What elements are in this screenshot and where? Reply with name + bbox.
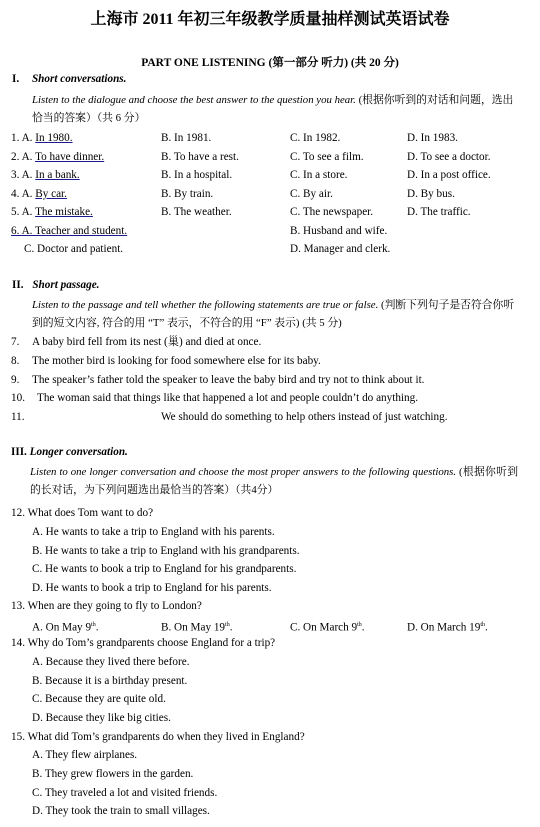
section2-instruction-cn: (判断下列句子是否符合你听到的短文内容, 符合的用 “T” 表示，不符合的用 “F” 表示) (共 5 分) (32, 299, 515, 329)
q14-option-b: B. Because it is a birthday present. (32, 675, 188, 687)
q6-answer-d: D. Manager and clerk. (290, 243, 391, 255)
section3-instruction-en: Listen to one longer conversation and choose the most proper answers to the following questions. (30, 466, 457, 478)
q15-option-b: B. They grew flowers in the garden. (32, 768, 194, 780)
section1-number: I. (12, 73, 20, 85)
statement-7-text: A baby bird fell from its nest (巢) and died at once. (32, 336, 262, 348)
q14-option-d: D. Because they like big cities. (32, 712, 171, 724)
section2-heading (12, 279, 99, 291)
q5-answer-b: B. The weather. (161, 206, 232, 218)
q13-question: 13. When are they going to fly to London? (11, 600, 202, 612)
q4-answer-c: C. By air. (290, 188, 333, 200)
statement-8-text: The mother bird is looking for food somewhere else for its baby. (32, 355, 321, 367)
q13-option-d: D. On March 19th. (407, 621, 488, 634)
statement-9-text: The speaker’s father told the speaker to leave the baby bird and try not to think about it. (32, 374, 425, 386)
q12-option-a: A. He wants to take a trip to England with his parents. (32, 526, 275, 538)
q5-answer-a: 5. A. The mistake. (11, 206, 93, 218)
section3-heading (11, 446, 128, 458)
q2-answer-a: 2. A. To have dinner. (11, 151, 105, 163)
q12-option-c: C. He wants to book a trip to England for his grandparents. (32, 563, 297, 575)
q13-option-b: B. On May 19th. (161, 621, 233, 634)
q14-question: 14. Why do Tom’s grandparents choose England for a trip? (11, 637, 276, 649)
section1-instruction-cn: (根据你听到的对话和问题，选出恰当的答案）（共 6 分） (32, 94, 514, 124)
q1-answer-a: 1. A. In 1980. (11, 132, 73, 144)
q2-answer-c: C. To see a film. (290, 151, 364, 163)
section2-label: Short passage. (32, 279, 100, 291)
q6-answer-a: 6. A. Teacher and student. (11, 225, 128, 237)
section1-instruction-en: Listen to the dialogue and choose the best answer to the question you hear. (32, 94, 356, 106)
q5-answer-d: D. The traffic. (407, 206, 471, 218)
statement-11-number: 11. (11, 411, 25, 423)
section2-instruction-en: Listen to the passage and tell whether the following statements are true or false. (32, 299, 379, 311)
q12-option-b: B. He wants to take a trip to England with his grandparents. (32, 545, 300, 557)
q13-option-c: C. On March 9th. (290, 621, 365, 634)
section2-number: II. (12, 279, 24, 291)
q3-answer-b: B. In a hospital. (161, 169, 233, 181)
q1-answer-d: D. In 1983. (407, 132, 458, 144)
section3-instruction-cn: (根据你听到的长对话，为下列问题选出最恰当的答案）（共4分） (30, 466, 518, 496)
section1-instructions (32, 91, 520, 127)
q2-answer-b: B. To have a rest. (161, 151, 239, 163)
q15-option-a: A. They flew airplanes. (32, 749, 138, 761)
statement-10-number: 10. (11, 392, 25, 404)
q1-answer-c: C. In 1982. (290, 132, 341, 144)
statement-7-number: 7. (11, 336, 20, 348)
statement-8-number: 8. (11, 355, 20, 367)
q4-answer-b: B. By train. (161, 188, 214, 200)
q15-option-d: D. They took the train to small villages. (32, 805, 210, 817)
q15-option-c: C. They traveled a lot and visited friends. (32, 787, 218, 799)
q3-answer-a: 3. A. In a bank. (11, 169, 80, 181)
section3-label: Longer conversation. (29, 446, 128, 458)
part-heading: PART ONE LISTENING (第一部分 听力) (共 20 分) (141, 57, 399, 69)
exam-title: 上海市 2011 年初三年级教学质量抽样测试英语试卷 (90, 11, 450, 28)
q12-option-d: D. He wants to book a trip to England for his parents. (32, 582, 272, 594)
q1-answer-b: B. In 1981. (161, 132, 212, 144)
q2-answer-d: D. To see a doctor. (407, 151, 491, 163)
statement-10-text: The woman said that things like that happened a lot and people couldn’t do anything. (37, 392, 419, 404)
statement-11-text: We should do something to help others instead of just watching. (161, 411, 448, 423)
section1-label: Short conversations. (31, 73, 127, 85)
q12-question: 12. What does Tom want to do? (11, 507, 154, 519)
q3-answer-c: C. In a store. (290, 169, 348, 181)
q4-answer-a: 4. A. By car. (11, 188, 67, 200)
statement-9-number: 9. (11, 374, 20, 386)
q4-answer-d: D. By bus. (407, 188, 455, 200)
q6-answer-b: B. Husband and wife. (290, 225, 388, 237)
section2-instructions (32, 296, 520, 332)
section3-instructions (30, 463, 518, 499)
q14-option-a: A. Because they lived there before. (32, 656, 190, 668)
q3-answer-d: D. In a post office. (407, 169, 491, 181)
q15-question: 15. What did Tom’s grandparents do when they lived in England? (11, 731, 305, 743)
q6-answer-c: C. Doctor and patient. (24, 243, 124, 255)
q5-answer-c: C. The newspaper. (290, 206, 374, 218)
section3-number: III. (11, 446, 27, 458)
q13-option-a: A. On May 9th. (32, 621, 99, 634)
q14-option-c: C. Because they are quite old. (32, 693, 166, 705)
section1-heading (12, 73, 126, 85)
